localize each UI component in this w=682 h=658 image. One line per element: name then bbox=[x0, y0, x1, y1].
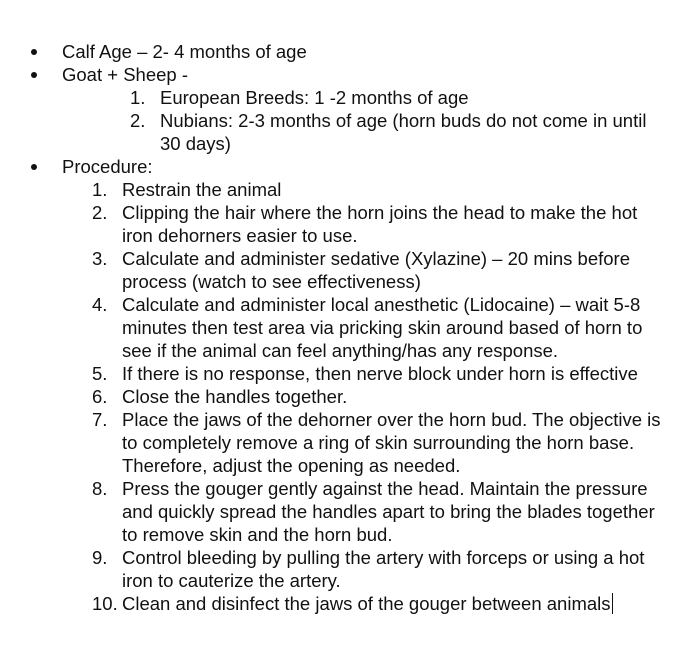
procedure-step bbox=[0, 408, 682, 477]
list-item-text: Nubians: 2-3 months of age (horn buds do not come in until 30 days) bbox=[160, 110, 647, 154]
bullet-item-calf-age bbox=[0, 40, 682, 63]
bullet-dot bbox=[31, 72, 37, 78]
list-number: 4. bbox=[92, 294, 108, 315]
list-item-text: Calculate and administer local anesthetic (Lidocaine) – wait 5-8 minutes then test area via pricking skin around based of horn to see if the animal can feel anything/has any response. bbox=[122, 294, 643, 361]
bullet-item-procedure bbox=[0, 155, 682, 178]
bullet-item-goat-sheep bbox=[0, 63, 682, 86]
procedure-step bbox=[0, 178, 682, 201]
list-item-text: Calculate and administer sedative (Xylazine) – 20 mins before process (watch to see effectiveness) bbox=[122, 248, 630, 292]
procedure-step bbox=[0, 293, 682, 362]
list-item-text: If there is no response, then nerve block under horn is effective bbox=[122, 363, 638, 384]
list-item-text: Close the handles together. bbox=[122, 386, 348, 407]
bullet-dot bbox=[31, 49, 37, 55]
procedure-step bbox=[0, 546, 682, 592]
procedure-step-list bbox=[0, 178, 682, 615]
list-item-text: European Breeds: 1 -2 months of age bbox=[160, 87, 469, 108]
list-number: 3. bbox=[92, 248, 108, 269]
list-number: 5. bbox=[92, 363, 108, 384]
list-number: 2. bbox=[92, 202, 108, 223]
list-number: 8. bbox=[92, 478, 108, 499]
document-body[interactable] bbox=[0, 40, 682, 615]
list-number: 6. bbox=[92, 386, 108, 407]
procedure-step bbox=[0, 385, 682, 408]
list-item-text: Clipping the hair where the horn joins the head to make the hot iron dehorners easier to use. bbox=[122, 202, 638, 246]
bullet-text: Goat + Sheep - bbox=[62, 64, 188, 85]
breed-item bbox=[0, 86, 682, 109]
procedure-step bbox=[0, 201, 682, 247]
list-number: 1. bbox=[130, 87, 146, 108]
list-item-text: Clean and disinfect the jaws of the gouger between animals bbox=[122, 593, 611, 614]
bullet-text: Calf Age – 2- 4 months of age bbox=[62, 41, 307, 62]
bullet-dot bbox=[31, 164, 37, 170]
list-item-text: Press the gouger gently against the head. Maintain the pressure and quickly spread the handles apart to bring the blades together to remove skin and the horn bud. bbox=[122, 478, 655, 545]
breed-list bbox=[0, 86, 682, 155]
list-item-text: Control bleeding by pulling the artery with forceps or using a hot iron to cauterize the artery. bbox=[122, 547, 645, 591]
procedure-step bbox=[0, 362, 682, 385]
text-cursor bbox=[612, 593, 613, 614]
list-item-text: Place the jaws of the dehorner over the horn bud. The objective is to completely remove a ring of skin surrounding the horn base. Therefore, adjust the opening as needed. bbox=[122, 409, 661, 476]
procedure-step bbox=[0, 592, 682, 615]
breed-item bbox=[0, 109, 682, 155]
list-item-text: Restrain the animal bbox=[122, 179, 282, 200]
list-number: 10. bbox=[92, 593, 118, 614]
list-number: 9. bbox=[92, 547, 108, 568]
list-number: 1. bbox=[92, 179, 108, 200]
procedure-step bbox=[0, 477, 682, 546]
procedure-step bbox=[0, 247, 682, 293]
bullet-text: Procedure: bbox=[62, 156, 153, 177]
list-number: 2. bbox=[130, 110, 146, 131]
list-number: 7. bbox=[92, 409, 108, 430]
